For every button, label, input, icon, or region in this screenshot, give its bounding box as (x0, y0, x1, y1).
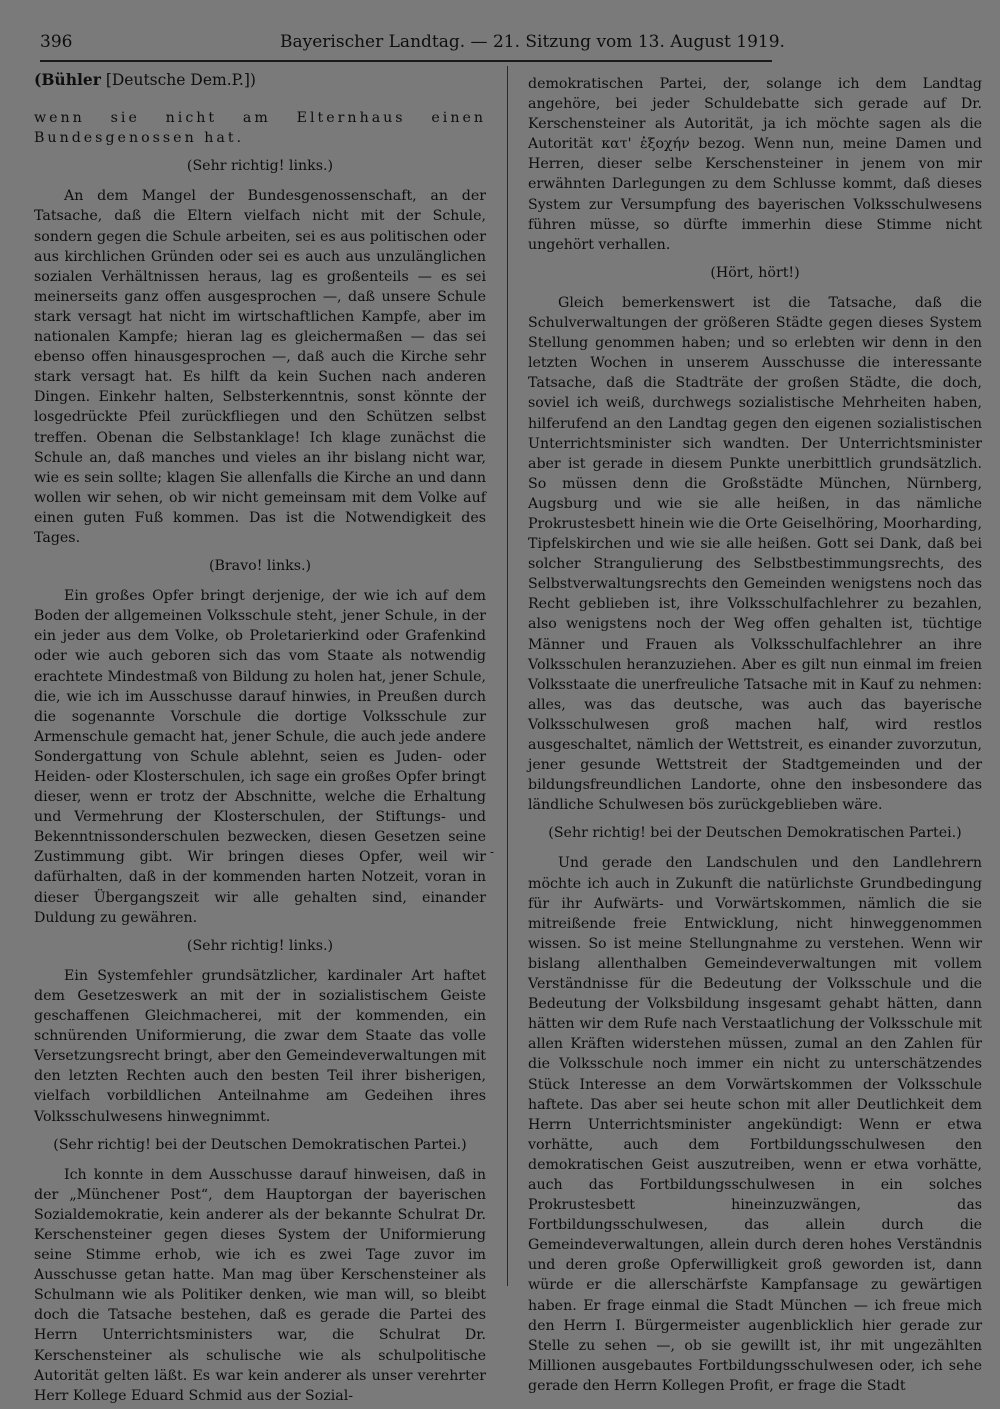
left-column (34, 70, 486, 1409)
paragraph: wenn sie nicht am Elternhaus einen Bundesgenossen hat. (34, 110, 486, 147)
column-divider (507, 66, 508, 1286)
speaker-label (34, 70, 486, 90)
right-column (528, 74, 982, 1399)
interjection: (Bravo! links.) (208, 558, 312, 575)
paragraph: An dem Mangel der Bundesgenossenschaft, an der Tatsache, daß die Eltern vielfach nicht mit der Schule, sondern gegen die Schule arbeiten, sei es aus politischen oder aus kirchlichen Gründen oder sei es auch aus unzulänglichen sozialen Verhältnissen heraus, lag es großenteils — es sei meinerseits ganz offen ausgesprochen —, daß unsere Schule stark versagt hat nicht im wirtschaftlichen Kampfe, aber im nationalen Kampfe; hieran lag es gleichermaßen — das sei ebenso offen hinausgesprochen —, daß auch die Kirche sehr stark versagt hat. Es hilft da kein Suchen nach anderen Dingen. Einkehr halten, Selbsterkenntnis, sonst könnte der losgedrückte Pfeil zurückfliegen und den Schützen selbst treffen. Obenan die Selbstanklage! Ich klage zunächst die Schule an, daß manches und vieles an ihr bislang nicht war, wie es sein sollte; klagen Sie allenfalls die Kirche an und dann wollen wir sehen, ob wir nicht gemeinsam mit dem Volke auf einen guten Fuß kommen. Das ist die Notwendigkeit des Tages. (34, 188, 486, 546)
paragraph: Ein großes Opfer bringt derjenige, der wie ich auf dem Boden der allgemeinen Volksschule steht, jener Schule, in der ein jeder aus dem Volke, ob Proletarierkind oder Grafenkind oder wie auch geboren sich das vom Staate als notwendig erachtete Mindestmaß von Bildung zu holen hat, jener Schule, die, wie ich im Ausschusse darauf hinwies, in Preußen durch die sogenannte Vorschule die dortige Volksschule zur Armenschule gemacht hat, jener Schule, die auch jede andere Sondergattung von Schule ablehnt, seien es Juden- oder Heiden- oder Klosterschulen, ich sage ein großes Opfer bringt dieser, wenn er trotz der Abschnitte, welche die Erhaltung und Vermehrung der Klosterschulen, der Stiftungs- und Bekenntnissonderschulen bezwecken, diesen Gesetzen seine Zustimmung gibt. Wir bringen dieses Opfer, weil wir dafürhalten, daß in der kommenden harten Notzeit, voran in dieser Übergangszeit wir alle gehalten sind, einander Duldung zu gewähren. (34, 588, 486, 926)
header-title: Bayerischer Landtag. — 21. Sitzung vom 13. August 1919. (280, 32, 785, 52)
paragraph: Gleich bemerkenswert ist die Tatsache, daß die Schulverwaltungen der größeren Städte gegen dieses System Stellung genommen haben; und so erlebten wir denn in den letzten Wochen in unserem Ausschusse die interessante Tatsache, daß die Stadträte der großen Städte, die doch, soviel ich weiß, durchwegs sozialistische Mehrheiten haben, hilferufend an den Landtag gegen den eigenen sozialistischen Unterrichtsminister sich wandten. Der Unterrichtsminister aber ist gerade in diesem Punkte unerbittlich grundsätzlich. So müssen denn die Großstädte München, Nürnberg, Augsburg und wie sie alle heißen, in das nämliche Prokrustesbett hinein wie die Orte Geiselhöring, Moorharding, Tipfelskirchen und wie sie alle heißen. Gott sei Dank, daß bei solcher Strangulierung des Selbstbestimmungsrechts, des Selbstverwaltungsrechts den Gemeinden wenigstens noch das Recht geblieben ist, ihre Volksschulfachlehrer zu bezahlen, also wenigstens noch der Weg offen gehalten ist, tüchtige Männer und Frauen als Volksschulfachlehrer an ihre Volksschulen heranzuziehen. Aber es gilt nun einmal im freien Volksstaate die unerfreuliche Tatsache mit in Kauf zu nehmen: alles, was das deutsche, was auch das bayerische Volksschulwesen groß machen half, wird restlos ausgeschaltet, nämlich der Wettstreit, es einander zuvorzutun, jener gesunde Wettstreit der Stadtgemeinden und der bildungsfreundlichen Landorte, ohne den insbesondere das ländliche Schulwesen bös zurückgeblieben wäre. (528, 294, 982, 814)
page-header (40, 30, 785, 62)
paragraph: Ich konnte in dem Ausschusse darauf hinweisen, daß in der „Münchener Post“, dem Hauptorgan der bayerischen Sozialdemokratie, kein anderer als der bekannte Schulrat Dr. Kerschensteiner gegen dieses System der Uniformierung seine Stimme erhob, wie ich es zwei Tage zuvor im Ausschusse getan hatte. Man mag über Kerschensteiner als Schulmann wie als Politiker denken, wie man will, so bleibt doch die Tatsache bestehen, daß es gerade die Partei des Herrn Unterrichtsministers war, die Schulrat Dr. Kerschensteiner als schulische wie als schulpolitische Autorität gelten läßt. Es war kein anderer als unser verehrter Herr Kollege Eduard Schmid aus der Sozial- (34, 1166, 486, 1404)
interjection: (Hört, hört!) (710, 264, 800, 281)
paragraph: Ein Systemfehler grundsätzlicher, kardinaler Art haftet dem Gesetzeswerk an mit der in sozialistischem Geiste geschaffenen Gleichmacherei, mit der kommenden, ein schnürenden Uniformierung, die zwar dem Staate das volle Versetzungsrecht bringt, aber den Gemeindeverwaltungen mit den letzten Rechten auch den besten Teil ihrer bisherigen, vielfach vorbildlichen Anteilnahme am Gedeihen ihres Volksschulwesens hinwegnimmt. (34, 967, 486, 1125)
paragraph: Und gerade den Landschulen und den Landlehrern möchte ich auch in Zukunft die natürlichste Grundbedingung für ihr Aufwärts- und Vorwärtskommen, nämlich die sie mitreißende freie Entwicklung, nicht hinweggenommen wissen. So ist meine Stellungnahme zu verstehen. Wenn wir bislang allenthalben Gemeindeverwaltungen mit vollem Verständnisse für die Bedeutung der Volksschule und die Bedeutung der Volksbildung insgesamt gehabt hätten, dann hätten wir dem Rufe nach Verstaatlichung der Volksschule mit allen Kräften widerstehen müssen, zumal an den Zahlen für die Volksschule noch immer ein nicht zu unterschätzendes Stück Interesse an dem Vorwärtskommen der Volksschule haftete. Das aber sei heute schon mit aller Deutlichkeit dem Herrn Unterrichtsminister angekündigt: Wenn er etwa vorhätte, auch dem Fortbildungsschulwesen den demokratischen Geist auszutreiben, wenn er etwa vorhätte, auch das Fortbildungsschulwesen in ein solches Prokrustesbett hineinzuzwängen, das Fortbildungsschulwesen, das allein durch die Gemeindeverwaltungen, allein durch deren hohes Verständnis und deren große Opferwilligkeit groß geworden ist, dann würde er die allerschärfste Kampfansage zu gewärtigen haben. Er frage einmal die Stadt München — ich freue mich den Herrn I. Bürgermeister augenblicklich hier gerade zur Stelle zu sehen —, ob sie gewillt ist, ihr mit ungezählten Millionen ausgebautes Fortbildungsschulwesen oder, ich sehe gerade den Herrn Kollegen Profit, er frage die Stadt (528, 855, 982, 1394)
speaker-party: [Deutsche Dem.P.]) (100, 71, 256, 89)
interjection: (Sehr richtig! links.) (186, 937, 334, 954)
speaker-name: (Bühler (34, 70, 101, 89)
interjection: (Sehr richtig! links.) (186, 158, 334, 175)
paragraph: demokratischen Partei, der, solange ich dem Landtag angehöre, bei jeder Schuldebatte sich gerade auf Dr. Kerschensteiner als Autorität, ja ich möchte sagen als die Autorität κατ' ἐξοχήν bezog. Wenn nun, meine Damen und Herren, dieser selbe Kerschensteiner in jenem von mir erwähnten Darlegungen zu dem Schlusse kommt, daß dieses System zur Versumpfung des bayerischen Volksschulwesens führen müsse, so dürfte immerhin diese Stimme nicht ungehört verhallen. (528, 76, 982, 253)
margin-mark: - (490, 845, 495, 859)
interjection: (Sehr richtig! bei der Deutschen Demokratischen Partei.) (53, 1136, 467, 1153)
interjection: (Sehr richtig! bei der Deutschen Demokratischen Partei.) (548, 825, 962, 842)
page-number: 396 (40, 32, 73, 52)
